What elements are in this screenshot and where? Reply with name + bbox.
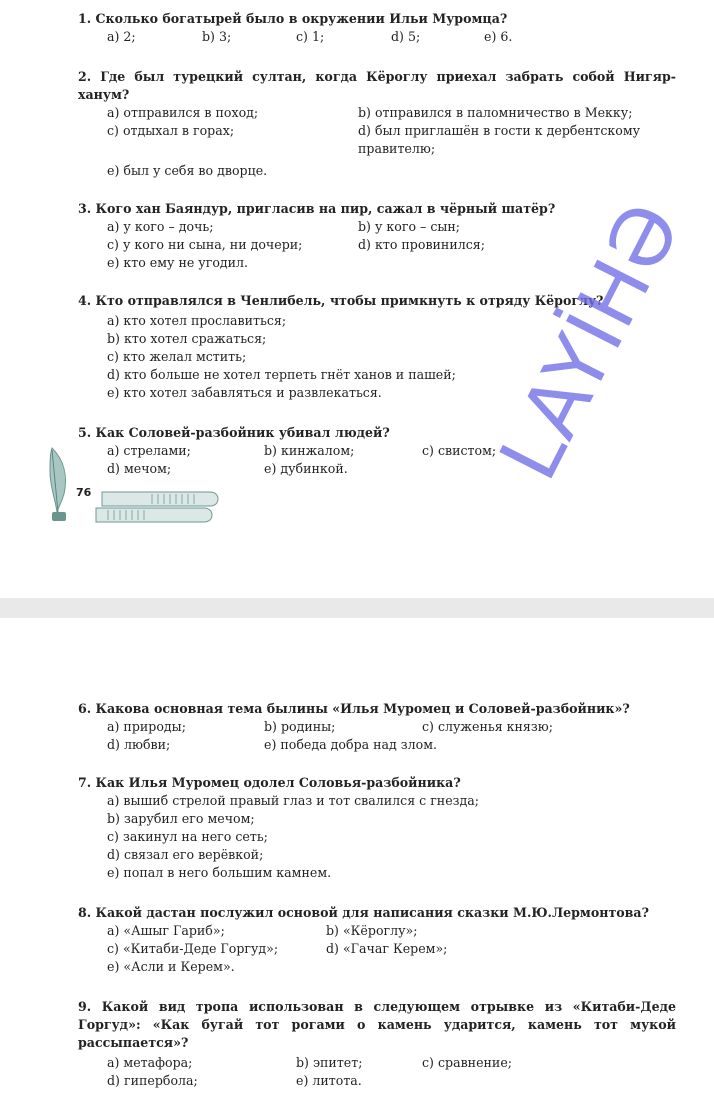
question-9	[78, 998, 678, 1052]
option-e: e) дубинкой.	[264, 461, 348, 476]
option-a: a) «Ашыг Гариб»;	[107, 923, 225, 938]
option-b: b) эпитет;	[296, 1055, 363, 1070]
option-c: c) сравнение;	[422, 1055, 513, 1070]
option-b: b) кто хотел сражаться;	[107, 331, 267, 346]
option-d: d) «Гачаг Керем»;	[326, 941, 448, 956]
option-e: e) победа добра над злом.	[264, 737, 438, 752]
option-a: a) природы;	[107, 719, 186, 734]
option-c: c) служенья князю;	[422, 719, 553, 734]
option-d: d) был приглашён в гости к дербентскому правителю;	[358, 123, 641, 156]
option-e: e) 6.	[484, 29, 513, 44]
watermark-text: LAYİHƏ	[481, 187, 700, 495]
option-b: b) «Кёроглу»;	[326, 923, 418, 938]
option-c: c) 1;	[296, 29, 325, 44]
option-d: d) любви;	[107, 737, 171, 752]
page-77	[0, 618, 714, 1101]
option-d: d) кто больше не хотел терпеть гнёт ханов и пашей;	[107, 367, 456, 382]
option-c: c) «Китаби-Деде Горгуд»;	[107, 941, 279, 956]
question-text: 9. Какой вид тропа использован в следующем отрывке из «Китаби-Деде Горгуд»: «Как бугай тот рогами о камень ударится, камень тот мукой рассыпается»?	[78, 999, 676, 1050]
question-text: 4. Кто отправлялся в Ченлибель, чтобы примкнуть к отряду Кёроглу?	[78, 293, 604, 308]
question-text: 8. Какой дастан послужил основой для написания сказки М.Ю.Лермонтова?	[78, 905, 649, 920]
option-c: c) отдыхал в горах;	[107, 123, 235, 138]
option-d: d) гипербола;	[107, 1073, 198, 1088]
option-e: e) литота.	[296, 1073, 362, 1088]
option-d: d) кто провинился;	[358, 237, 485, 252]
option-b: b) у кого – сын;	[358, 219, 461, 234]
option-a: a) отправился в поход;	[107, 105, 259, 120]
option-e: e) кто ему не угодил.	[107, 255, 249, 270]
option-b: b) отправился в паломничество в Мекку;	[358, 105, 633, 120]
question-1	[78, 10, 678, 28]
option-a: a) вышиб стрелой правый глаз и тот свалился с гнезда;	[107, 793, 480, 808]
option-b: b) зарубил его мечом;	[107, 811, 255, 826]
question-text: 2. Где был турецкий султан, когда Кёроглу приехал забрать собой Нигяр-ханум?	[78, 69, 676, 102]
question-text: 5. Как Соловей-разбойник убивал людей?	[78, 425, 390, 440]
option-c: c) свистом;	[422, 443, 497, 458]
option-b: b) кинжалом;	[264, 443, 355, 458]
option-a: a) стрелами;	[107, 443, 191, 458]
option-a: a) у кого – дочь;	[107, 219, 214, 234]
option-d: d) связал его верёвкой;	[107, 847, 264, 862]
option-e: e) был у себя во дворце.	[107, 163, 268, 178]
option-c: c) кто желал мстить;	[107, 349, 247, 364]
question-text: 6. Какова основная тема былины «Илья Муромец и Соловей-разбойник»?	[78, 701, 630, 716]
quill-icon	[44, 446, 74, 524]
books-icon	[92, 488, 232, 528]
option-b: b) 3;	[202, 29, 232, 44]
option-e: e) кто хотел забавляться и развлекаться.	[107, 385, 382, 400]
question-text: 3. Кого хан Баяндур, пригласив на пир, сажал в чёрный шатёр?	[78, 201, 556, 216]
option-e: e) попал в него большим камнем.	[107, 865, 332, 880]
option-d: d) 5;	[391, 29, 421, 44]
option-a: a) кто хотел прославиться;	[107, 313, 287, 328]
question-7	[78, 774, 678, 792]
option-e: e) «Асли и Керем».	[107, 959, 235, 974]
option-b: b) родины;	[264, 719, 336, 734]
option-a: a) 2;	[107, 29, 136, 44]
question-text: 1. Сколько богатырей было в окружении Ильи Муромца?	[78, 11, 508, 26]
option-a: a) метафора;	[107, 1055, 193, 1070]
question-2	[78, 68, 678, 104]
option-d: d) мечом;	[107, 461, 172, 476]
question-3	[78, 200, 678, 218]
question-text: 7. Как Илья Муромец одолел Соловья-разбойника?	[78, 775, 461, 790]
question-6	[78, 700, 678, 718]
option-c: c) закинул на него сеть;	[107, 829, 268, 844]
question-8	[78, 904, 678, 922]
option-c: c) у кого ни сына, ни дочери;	[107, 237, 303, 252]
page-number: 76	[76, 486, 92, 499]
